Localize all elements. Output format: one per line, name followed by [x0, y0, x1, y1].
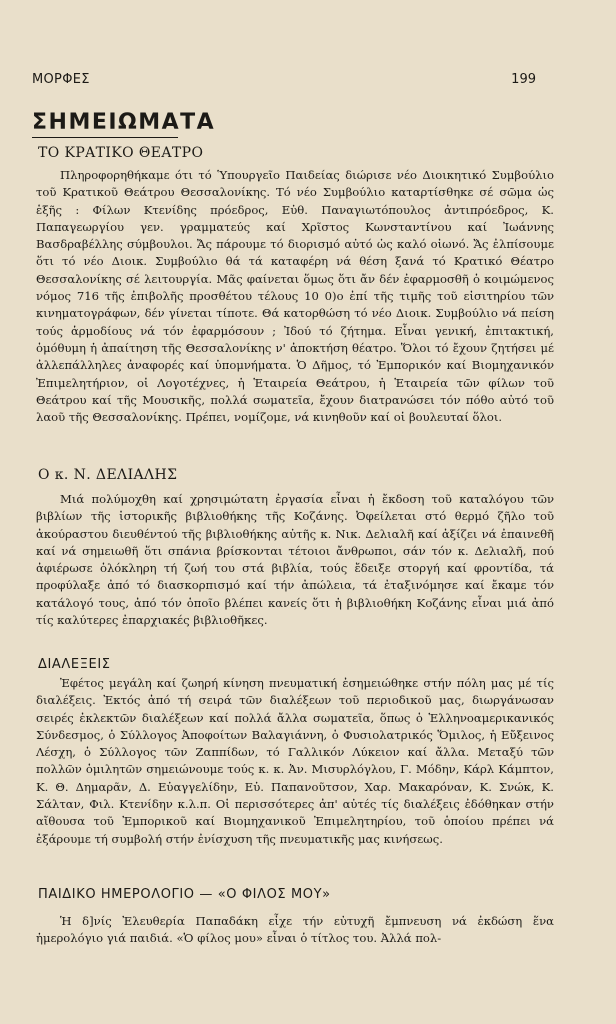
article-heading-lectures: ΔΙΑΛΕΞΕΙΣ — [38, 657, 111, 672]
page-header — [32, 72, 536, 94]
article-heading-delialis: Ο κ. Ν. ΔΕΛΙΑΛΗΣ — [38, 467, 178, 483]
page-number: 199 — [511, 72, 536, 87]
article-body-delialis — [36, 491, 554, 629]
article-body-state-theatre — [36, 167, 554, 426]
article-body-childrens-calendar — [36, 913, 554, 948]
section-title: ΣΗΜΕΙΩΜΑΤΑ — [32, 110, 216, 135]
running-title: ΜΟΡΦΕΣ — [32, 72, 90, 87]
article-text: Ἡ δ]νίς Ἐλευθερία Παπαδάκη εἶχε τήν εὐτυχῆ ἔμπνευση νά ἐκδώση ἕνα ἡμερολόγιο γιά παιδιά. «Ὁ φίλος μου» εἶναι ὁ τίτλος του. Ἀλλά πολ- — [36, 914, 554, 946]
section-title-underline — [32, 137, 178, 138]
article-text: Ἐφέτος μεγάλη καί ζωηρή κίνηση πνευματική ἐσημειώθηκε στήν πόλη μας μέ τίς διαλέξεις. Ἐκτός ἀπό τή σειρά τῶν διαλέξεων τοῦ περιοδικοῦ μας, διωργάνωσαν σειρές ἐκλεκτῶν διαλέξεων καί πολλά ἄλλα σωματεῖα, ὅπως ὁ Ἑλληνοαμερικανικός Σύνδεσμος, ὁ Σύλλογος Ἀποφοίτων Βαλαγιάννη, ὁ Φυσιολατρικός Ὅμιλος, ἡ Εὔξεινος Λέσχη, ὁ Σύλλογος τῶν Ζαππίδων, τό Γαλλικόν Λύκειον καί ἄλλα. Μεταξύ τῶν πολλῶν ὁμιλητῶν σημειώνουμε τούς κ. κ. Ἀν. Μισυρλόγλου, Γ. Μόδην, Κάρλ Κάμπτον, Κ. Θ. Δημαρᾶν, Δ. Εὐαγγελίδην, Εὐ. Παπανοῦτσον, Χαρ. Μακαρόναν, Κ. Σνώκ, Κ. Σάλταν, Φιλ. Κτενίδην κ.λ.π. Οἱ περισσότερες ἀπ' αὐτές τίς διαλέξεις ἐδόθηκαν στήν αἴθουσα τοῦ Ἐμπορικοῦ καί Βιομηχανικοῦ Ἐπιμελητηρίου, τοῦ ὁποίου πρέπει νά ἐξάρουμε τή συμβολή στήν ἐνίσχυση τῆς πνευματικῆς μας κινήσεως. — [36, 676, 554, 846]
article-text: Πληροφορηθήκαμε ότι τό Ὑπουργεῖο Παιδείας διώρισε νέο Διοικητικό Συμβούλιο τοῦ Κρατικοῦ Θεάτρου Θεσσαλονίκης. Τό νέο Συμβούλιο καταρτίσθηκε σέ σῶμα ὡς ἑξῆς : Φίλων Κτενίδης πρόεδρος, Εὐθ. Παναγιωτόπουλος ἀντιπρόεδρος, Κ. Παπαγεωργίου γεν. γραμματεύς καί Χρῖστος Κωνσταντίνου καί Ἰωάννης Βασδραβέλλης σύμβουλοι. Ἄς πάρουμε τό διορισμό αὐτό ὡς καλό οἰωνό. Ἄς ἐλπίσουμε ὅτι τό νέο Διοικ. Συμβούλιο θά τά καταφέρη νά θέση ξανά τό Κρατικό Θέατρο Θεσσαλονίκης σέ λειτουργία. Μᾶς φαίνεται ὅμως ὅτι ἄν δέν ἐφαρμοσθῆ ὁ κοιμώμενος νόμος 716 τῆς ἐπιβολῆς προσθέτου τέλους 10 0)ο ἐπί τῆς τιμῆς τοῦ εἰσιτηρίου τῶν κινηματογράφων, δέν γίνεται τίποτε. Θά κατορθώση τό νέο Διοικ. Συμβούλιο νά πείση τούς ἁρμοδίους νά τόν ἐφαρμόσουν ; Ἰδού τό ζήτημα. Εἶναι γενική, ἐπιτακτική, ὁμόθυμη ἡ ἀπαίτηση τῆς Θεσσαλονίκης ν' ἀποκτήση θέατρο. Ὅλοι τό ἔχουν ζητήσει μέ ἀλλεπάλληλες ἀναφορές καί ὑπομνήματα. Ὁ Δῆμος, τό Ἐμπορικόν καί Βιομηχανικόν Ἐπιμελητήριον, οἱ Λογοτέχνες, ἡ Ἑταιρεία Θεάτρου, ἡ Ἑταιρεία τῶν φίλων τοῦ Θεάτρου καί τῆς Μουσικῆς, πολλά σωματεῖα, ἔχουν διατρανώσει τόν πόθο αὐτό τοῦ λαοῦ τῆς Θεσσαλονίκης. Πρέπει, νομίζομε, νά κινηθοῦν καί οἱ βουλευταί ὅλοι. — [36, 168, 554, 425]
article-body-lectures — [36, 675, 554, 848]
article-heading-state-theatre: ΤΟ ΚΡΑΤΙΚΟ ΘΕΑΤΡΟ — [38, 145, 204, 161]
article-heading-childrens-calendar: ΠΑΙΔΙΚΟ ΗΜΕΡΟΛΟΓΙΟ — «Ο ΦΙΛΟΣ ΜΟΥ» — [38, 887, 331, 902]
article-text: Μιά πολύμοχθη καί χρησιμώτατη ἐργασία εἶναι ἡ ἔκδοση τοῦ καταλόγου τῶν βιβλίων τῆς ἱστορικῆς βιβλιοθήκης τῆς Κοζάνης. Ὀφείλεται στό θερμό ζῆλο τοῦ ἀκούραστου διευθέντού τῆς βιβλιοθήκης αὐτῆς κ. Νικ. Δελιαλῆ καί ἀξίζει νά ἐπαινεθῆ καί νά σημειωθῆ ὅτι σπάνια βρίσκονται τέτοιοι ἄνθρωποι, σάν τόν κ. Δελιαλῆ, πού ἀφιέρωσε ὁλόκληρη τή ζωή του στά βιβλία, τούς ἔδειξε στοργή καί φροντίδα, τά προφύλαξε ἀπό τό διασκορπισμό καί τήν ἀπώλεια, τά ἐταξινόμησε καί ἔκαμε τόν κατάλογό τους, ἀπό τόν ὁποῖο βλέπει κανείς ὅτι ἡ βιβλιοθήκη Κοζάνης εἶναι μιά ἀπό τίς καλύτερες ἐπαρχιακές βιβλιοθῆκες. — [36, 492, 554, 628]
